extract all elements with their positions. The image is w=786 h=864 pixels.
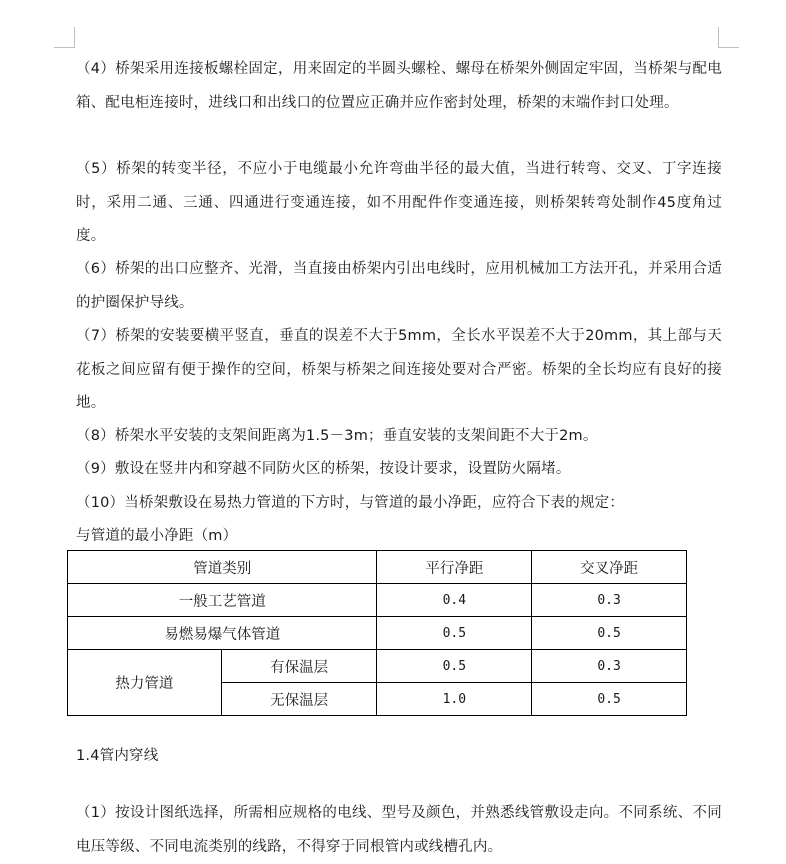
paragraph-9: （9）敷设在竖井内和穿越不同防火区的桥架，按设计要求，设置防火隔堵。 — [76, 461, 571, 477]
paragraph-4: （4）桥架采用连接板螺栓固定，用来固定的半圆头螺栓、螺母在桥架外侧固定牢固，当桥架与配电箱、配电柜连接时，进线口和出线口的位置应正确并应作密封处理，桥架的末端作封口处理。 — [76, 61, 722, 111]
table-row — [68, 584, 687, 617]
parallel-value: 0.5 — [377, 617, 532, 650]
section-paragraph-1: （1）按设计图纸选择，所需相应规格的电线、型号及颜色，并熟悉线管敷设走向。不同系统、不同电压等级、不同电流类别的线路，不得穿于同根管内或线槽孔内。 — [76, 805, 722, 855]
row-group-label: 热力管道 — [68, 650, 222, 716]
min-distance-table — [67, 550, 687, 716]
header-cross: 交叉净距 — [532, 551, 687, 584]
cross-value: 0.3 — [532, 584, 687, 617]
row-label: 易燃易爆气体管道 — [68, 617, 377, 650]
row-label: 一般工艺管道 — [68, 584, 377, 617]
table-row — [68, 650, 687, 683]
cross-value: 0.5 — [532, 683, 687, 716]
parallel-value: 0.5 — [377, 650, 532, 683]
crop-mark-top-left — [54, 27, 75, 48]
row-sublabel: 无保温层 — [221, 683, 377, 716]
cross-value: 0.5 — [532, 617, 687, 650]
table-row — [68, 617, 687, 650]
cross-value: 0.3 — [532, 650, 687, 683]
paragraph-5: （5）桥架的转变半径，不应小于电缆最小允许弯曲半径的最大值，当进行转弯、交叉、丁字连接时，采用二通、三通、四通进行变通连接，如不用配件作变通连接，则桥架转弯处制作45度角过度。 — [76, 161, 722, 244]
paragraph-8: （8）桥架水平安装的支架间距离为1.5－3m；垂直安装的支架间距不大于2m。 — [76, 428, 598, 444]
parallel-value: 1.0 — [377, 683, 532, 716]
section-heading: 1.4管内穿线 — [76, 748, 159, 764]
header-parallel: 平行净距 — [377, 551, 532, 584]
paragraph-7: （7）桥架的安装要横平竖直，垂直的误差不大于5mm，全长水平误差不大于20mm，其上部与天花板之间应留有便于操作的空间，桥架与桥架之间连接处要对合严密。桥架的全长均应有良好的接地。 — [76, 328, 722, 411]
paragraph-6: （6）桥架的出口应整齐、光滑，当直接由桥架内引出电线时，应用机械加工方法开孔，并采用合适的护圈保护导线。 — [76, 261, 722, 311]
row-sublabel: 有保温层 — [221, 650, 377, 683]
header-pipe-type: 管道类别 — [68, 551, 377, 584]
table-caption: 与管道的最小净距（m） — [76, 528, 238, 544]
paragraph-10: （10）当桥架敷设在易热力管道的下方时，与管道的最小净距，应符合下表的规定： — [76, 495, 625, 511]
crop-mark-top-right — [718, 27, 739, 48]
table-header-row — [68, 551, 687, 584]
parallel-value: 0.4 — [377, 584, 532, 617]
